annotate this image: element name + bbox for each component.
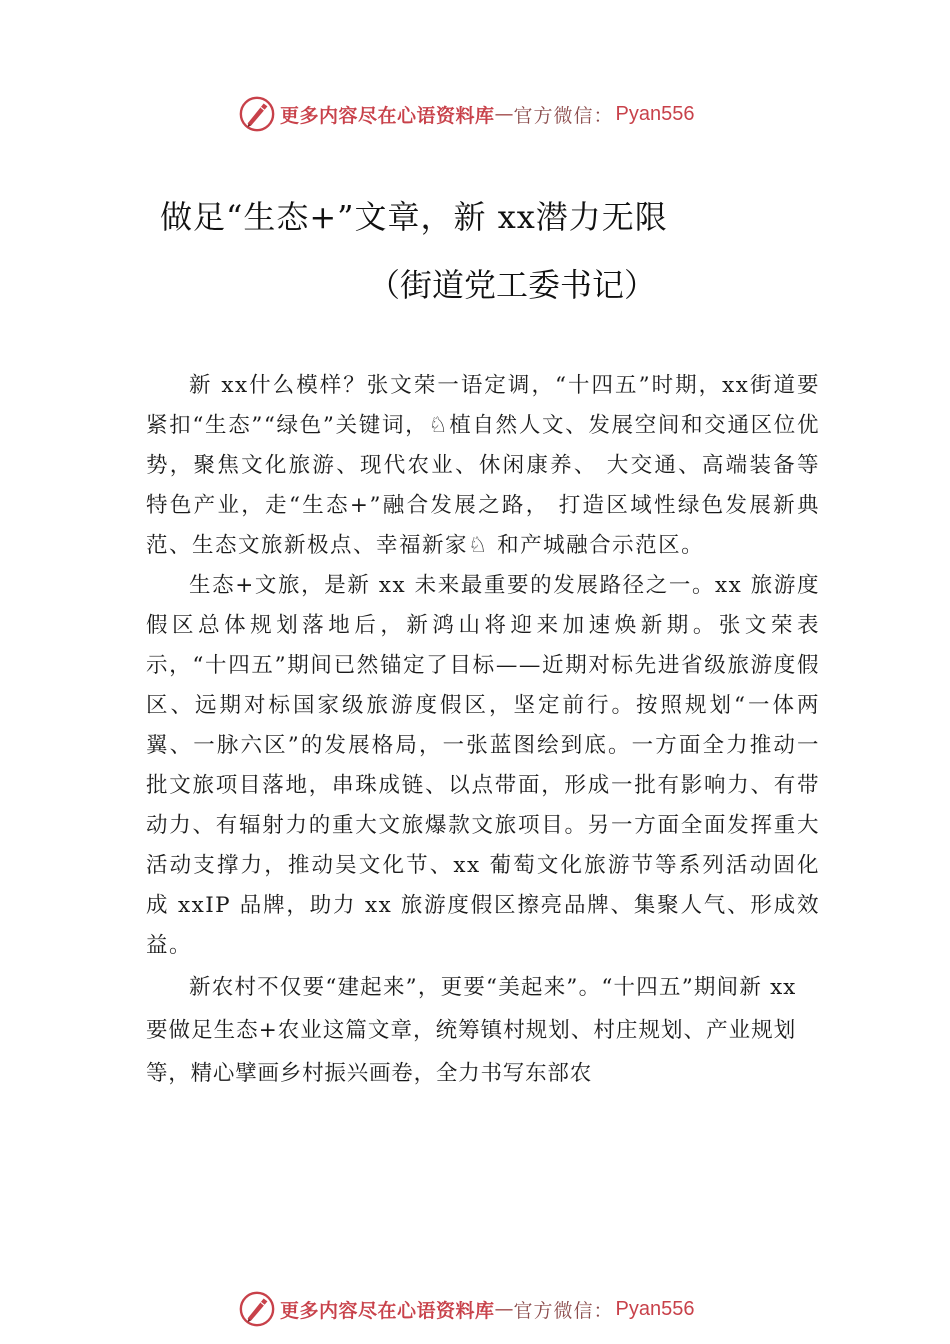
header-banner — [238, 94, 695, 134]
wechat-id: Pyan556 — [615, 1297, 695, 1320]
banner-dash: — — [494, 1298, 514, 1320]
paragraph: 新 xx什么模样？张文荣一语定调，“十四五”时期，xx街道要紧扣“生态”“绿色”关键词，♘植自然人文、发展空间和交通区位优势，聚焦文化旅游、现代农业、休闲康养、 大交通、高端装备等特色产业，走“生态+”融合发展之路， 打造区域性绿色发展新典范、生态文旅新极点、幸福新家♘ 和产城融合示范区。 — [146, 373, 820, 558]
document-body — [146, 366, 820, 1095]
official-wechat-label: 官方微信： — [513, 104, 614, 127]
quill-pen-icon — [238, 1290, 276, 1328]
footer-banner — [238, 1289, 695, 1329]
brand-text: 更多内容尽在心语资料库 — [280, 1299, 495, 1322]
official-wechat-label: 官方微信： — [513, 1299, 614, 1322]
document-subtitle: （街道党工委书记） — [368, 266, 657, 304]
paragraph: 新农村不仅要“建起来”，更要“美起来”。“十四五”期间新 xx 要做足生态+农业这篇文章，统筹镇村规划、村庄规划、产业规划等，精心擘画乡村振兴画卷，全力书写东部农 — [146, 975, 796, 1086]
wechat-id: Pyan556 — [615, 102, 695, 125]
brand-text: 更多内容尽在心语资料库 — [280, 104, 495, 127]
paragraph: 生态+文旅，是新 xx 未来最重要的发展路径之一。xx 旅游度假区总体规划落地后，新鸿山将迎来加速焕新期。张文荣表示，“十四五”期间已然锚定了目标——近期对标先进省级旅游度假区、远期对标国家级旅游度假区，坚定前行。按照规划“一体两翼、一脉六区”的发展格局，一张蓝图绘到底。一方面全力推动一批文旅项目落地，串珠成链、以点带面，形成一批有影响力、有带动力、有辐射力的重大文旅爆款文旅项目。另一方面全面发挥重大活动支撑力，推动吴文化节、xx 葡萄文化旅游节等系列活动固化成 xxIP 品牌，助力 xx 旅游度假区擦亮品牌、集聚人气、形成效益。 — [146, 573, 820, 958]
document-title: 做足“生态+”文章，新 xx潜力无限 — [160, 198, 668, 236]
banner-dash: — — [494, 103, 514, 125]
quill-pen-icon — [238, 95, 276, 133]
